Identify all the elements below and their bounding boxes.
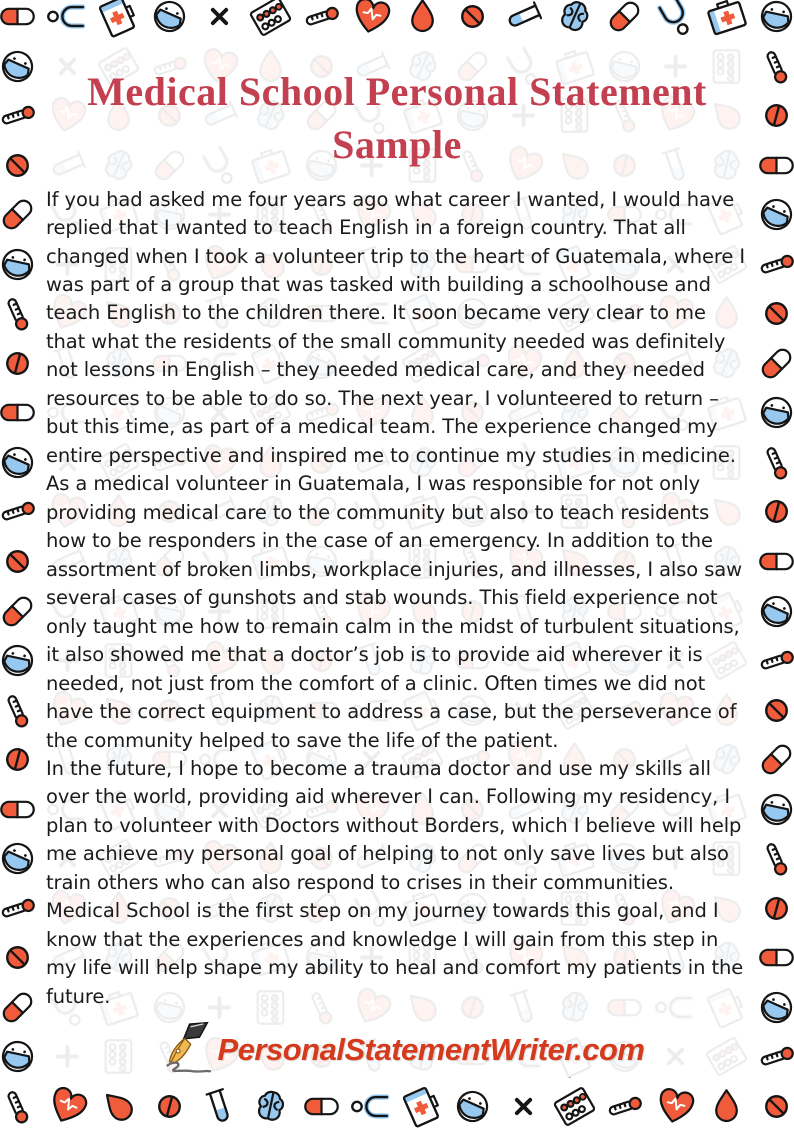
brain-icon [246, 1082, 295, 1131]
test-tube-icon [496, 0, 550, 44]
heart-pulse-icon [41, 1079, 95, 1133]
pill-tablet-icon [0, 937, 38, 978]
capsule-pill-icon [756, 145, 794, 186]
blood-drop-icon [90, 1077, 148, 1135]
capsule-pill-icon [0, 0, 38, 37]
site-name-link[interactable]: PersonalStatementWriter.com [217, 1032, 645, 1068]
thermometer-icon [599, 1080, 651, 1132]
doctor-mask-icon [752, 0, 794, 41]
pill-tablet-icon [0, 541, 38, 582]
footer-logo [46, 1021, 748, 1079]
pill-tablet-icon [756, 690, 794, 731]
capsule-pill-icon [596, 0, 654, 46]
capsule-pill-icon [0, 789, 38, 830]
blood-drop-icon [706, 1086, 747, 1127]
monitor-dots-icon [546, 1078, 602, 1134]
thermometer-icon [0, 1079, 44, 1133]
essay-body [46, 186, 748, 1012]
first-aid-kit-icon [700, 0, 752, 43]
capsule-pill-icon [756, 541, 794, 582]
fountain-pen-icon [150, 1021, 212, 1079]
test-tube-icon [194, 1080, 246, 1132]
essay-paragraph-1: If you had asked me four years ago what career I wanted, I would have replied that I wanted to teach English in a foreign country. That all changed when I took a volunteer trip to the heart of Guatemala, where I was part of a group that was tasked with building a schoolhouse and teach English to the children there. It soon became very clear to me that what the residents of the small community needed was definitely not lessons in English – they needed medical care, and they needed resources to be able to do so. The next year, I volunteered to return – but this time, as part of a medical team. The experience changed my entire perspective and inspired me to continue my studies in medicine. [46, 187, 746, 467]
pill-tablet-icon [0, 145, 38, 186]
stethoscope-icon [47, 0, 88, 37]
heart-pulse-icon [651, 1082, 700, 1131]
pill-tablet-icon [452, 0, 493, 37]
doctor-mask-icon [752, 785, 794, 834]
blood-drop-icon [402, 0, 443, 37]
heart-pulse-icon [347, 0, 396, 41]
doctor-mask-icon [752, 389, 794, 438]
monitor-dots-icon [242, 0, 298, 45]
doctor-mask-icon [142, 0, 196, 44]
capsule-pill-icon [0, 392, 38, 433]
doctor-mask-icon [446, 1079, 500, 1133]
brain-icon [547, 0, 601, 44]
stethoscope-icon [647, 0, 703, 45]
pill-tablet-icon [756, 293, 794, 334]
first-aid-kit-icon [91, 0, 145, 44]
capsule-pill-icon [756, 937, 794, 978]
page-title: Medical School Personal Statement Sample [87, 69, 707, 167]
thermometer-icon [295, 0, 347, 43]
pill-tablet-icon [141, 1078, 197, 1134]
plus-sign-icon [495, 1077, 553, 1135]
essay-paragraph-2: As a medical volunteer in Guatemala, I was responsible for not only providing medical care to the community but also to teach residents how to be responders in the case of an emergency. In addition to the assortment of broken limbs, workplace injuries, and illnesses, I also saw several cases of gunshots and stab wounds. This field experience not only taught me how to remain calm in the midst of turbulent situations, it also showed me that a doctor’s job is to provide aid wherever it is needed, not just from the comfort of a clinic. Often times we did not have the correct equipment to address a case, but the perseverance of the community helped to save the life of the patient. [46, 472, 742, 752]
stethoscope-icon [351, 1086, 392, 1127]
essay-paragraph-3: In the future, I hope to become a trauma doctor and use my skills all over the world, providing aid wherever I can. Following my residency, I plan to volunteer with Doctors without Borders, which I believe will help me achieve my personal goal of helping to not only save lives but also train others who can also respond to crises in their communities. Medical School is the first step on my journey towards this goal, and I know that the experiences and knowledge I will gain from this step in my life will help shape my ability to heal and comfort my patients in the future. [46, 756, 744, 1008]
pill-tablet-icon [756, 1086, 794, 1127]
first-aid-kit-icon [395, 1079, 449, 1133]
content-panel [36, 42, 758, 1077]
plus-sign-icon [191, 0, 249, 46]
capsule-pill-icon [301, 1086, 342, 1127]
